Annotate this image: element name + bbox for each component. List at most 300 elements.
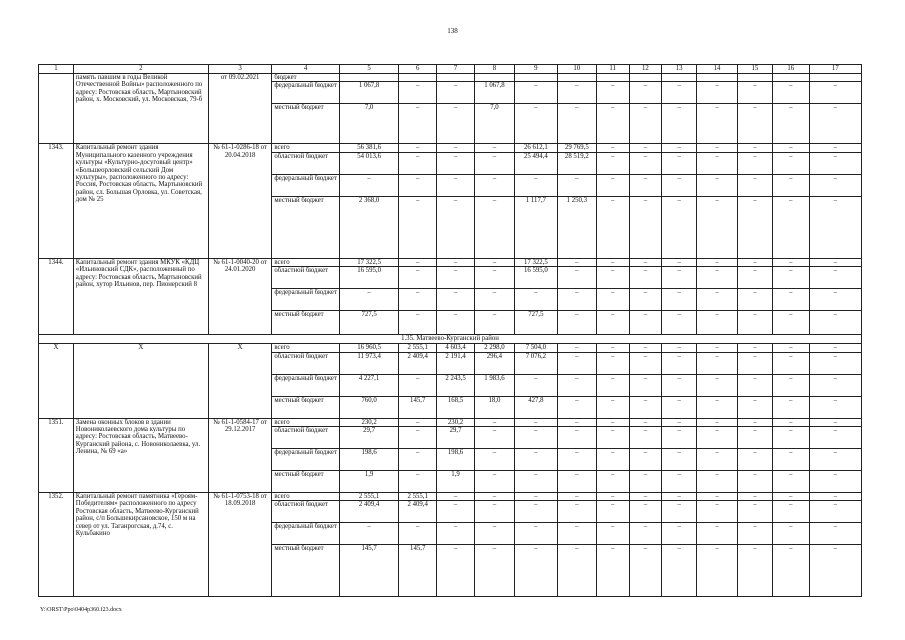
column-header: 16: [772, 65, 809, 74]
amount-cell: –: [437, 493, 475, 501]
column-header: 17: [809, 65, 861, 74]
amount-cell: –: [697, 289, 738, 311]
funding-source: федеральный бюджет: [272, 289, 340, 311]
amount-cell: –: [738, 493, 773, 501]
object-description: Капитальный ремонт здания Муниципального казенного учреждения культуры «Культурно-досуговый центр» «Большеорловский сельский Дом культуры», расположенного по адресу: Россия, Ростовская область, Мартыновский район, сл. Большая Орловка, ул. Советская, дом № 25: [73, 144, 208, 258]
amount-cell: –: [809, 267, 861, 289]
item-number: 1344.: [39, 258, 74, 334]
amount-cell: –: [629, 427, 662, 449]
amount-cell: 145,7: [339, 545, 398, 597]
amount-cell: 7,0: [339, 104, 398, 144]
amount-cell: –: [738, 344, 773, 352]
amount-cell: –: [557, 493, 596, 501]
amount-cell: –: [809, 501, 861, 523]
amount-cell: 18,0: [474, 396, 514, 418]
amount-cell: –: [662, 311, 697, 335]
amount-cell: –: [557, 311, 596, 335]
funding-source: местный бюджет: [272, 196, 340, 258]
amount-cell: –: [474, 152, 514, 174]
amount-cell: –: [437, 501, 475, 523]
amount-cell: 2 243,5: [437, 374, 475, 396]
amount-cell: 1 117,7: [514, 196, 557, 258]
amount-cell: –: [662, 352, 697, 374]
funding-source: бюджет: [272, 74, 340, 82]
amount-cell: –: [772, 374, 809, 396]
table-row: [39, 493, 862, 501]
amount-cell: –: [596, 196, 629, 258]
amount-cell: –: [809, 144, 861, 152]
amount-cell: –: [474, 289, 514, 311]
amount-cell: –: [738, 311, 773, 335]
column-header: 11: [596, 65, 629, 74]
funding-source: областной бюджет: [272, 152, 340, 174]
amount-cell: –: [738, 258, 773, 266]
funding-source: федеральный бюджет: [272, 523, 340, 545]
amount-cell: –: [629, 352, 662, 374]
amount-cell: –: [697, 196, 738, 258]
registration-number: № 61-1-0286-18 от 20.04.2018: [208, 144, 271, 258]
amount-cell: –: [629, 501, 662, 523]
amount-cell: –: [662, 545, 697, 597]
amount-cell: –: [514, 449, 557, 471]
amount-cell: –: [474, 311, 514, 335]
amount-cell: –: [629, 144, 662, 152]
amount-cell: 2 409,4: [399, 352, 437, 374]
amount-cell: [437, 74, 475, 82]
amount-cell: –: [474, 174, 514, 196]
amount-cell: –: [596, 374, 629, 396]
column-header: 13: [662, 65, 697, 74]
amount-cell: –: [514, 545, 557, 597]
amount-cell: [596, 74, 629, 82]
amount-cell: –: [662, 258, 697, 266]
amount-cell: –: [557, 289, 596, 311]
amount-cell: –: [399, 174, 437, 196]
amount-cell: –: [662, 144, 697, 152]
amount-cell: –: [662, 174, 697, 196]
amount-cell: –: [662, 471, 697, 493]
amount-cell: –: [474, 449, 514, 471]
amount-cell: –: [629, 289, 662, 311]
amount-cell: –: [399, 311, 437, 335]
amount-cell: –: [738, 396, 773, 418]
amount-cell: –: [629, 104, 662, 144]
amount-cell: –: [697, 396, 738, 418]
amount-cell: –: [596, 82, 629, 104]
table-row: [39, 344, 862, 352]
funding-source: местный бюджет: [272, 104, 340, 144]
amount-cell: –: [596, 267, 629, 289]
amount-cell: –: [697, 501, 738, 523]
amount-cell: 727,5: [514, 311, 557, 335]
amount-cell: –: [629, 449, 662, 471]
amount-cell: –: [738, 449, 773, 471]
amount-cell: –: [557, 396, 596, 418]
amount-cell: –: [772, 523, 809, 545]
amount-cell: –: [772, 104, 809, 144]
amount-cell: 296,4: [474, 352, 514, 374]
amount-cell: –: [596, 427, 629, 449]
amount-cell: –: [557, 352, 596, 374]
column-header: 7: [437, 65, 475, 74]
amount-cell: –: [629, 374, 662, 396]
amount-cell: –: [772, 144, 809, 152]
amount-cell: 28 519,2: [557, 152, 596, 174]
amount-cell: –: [662, 374, 697, 396]
amount-cell: –: [697, 82, 738, 104]
amount-cell: –: [514, 374, 557, 396]
table-row: [39, 418, 862, 426]
amount-cell: [339, 74, 398, 82]
amount-cell: –: [772, 501, 809, 523]
amount-cell: –: [738, 196, 773, 258]
amount-cell: 1 067,8: [474, 82, 514, 104]
amount-cell: –: [809, 82, 861, 104]
amount-cell: –: [514, 104, 557, 144]
funding-source: федеральный бюджет: [272, 174, 340, 196]
amount-cell: [738, 74, 773, 82]
amount-cell: 16 595,0: [514, 267, 557, 289]
amount-cell: –: [809, 396, 861, 418]
amount-cell: –: [399, 82, 437, 104]
amount-cell: –: [629, 82, 662, 104]
amount-cell: 2 298,0: [474, 344, 514, 352]
registration-number: № 61-1-0753-18 от 18.09.2018: [208, 493, 271, 597]
item-number: 1343.: [39, 144, 74, 258]
amount-cell: 198,6: [339, 449, 398, 471]
registration-number: № 61-1-0040-20 от 24.01.2020: [208, 258, 271, 334]
object-description: Х: [73, 344, 208, 418]
column-header: 12: [629, 65, 662, 74]
amount-cell: –: [596, 449, 629, 471]
amount-cell: –: [596, 289, 629, 311]
section-row: [39, 335, 862, 344]
funding-source: федеральный бюджет: [272, 449, 340, 471]
funding-source: всего: [272, 144, 340, 152]
amount-cell: 1 067,8: [339, 82, 398, 104]
item-number: 1351.: [39, 418, 74, 492]
amount-cell: –: [738, 418, 773, 426]
amount-cell: –: [557, 545, 596, 597]
amount-cell: –: [809, 545, 861, 597]
table-row: [39, 74, 862, 82]
amount-cell: –: [399, 152, 437, 174]
header-row: [39, 65, 862, 74]
amount-cell: –: [662, 501, 697, 523]
amount-cell: –: [738, 104, 773, 144]
amount-cell: –: [809, 523, 861, 545]
amount-cell: –: [629, 311, 662, 335]
amount-cell: 16 595,0: [339, 267, 398, 289]
amount-cell: –: [738, 352, 773, 374]
amount-cell: –: [557, 267, 596, 289]
amount-cell: 1 250,3: [557, 196, 596, 258]
amount-cell: 1,9: [437, 471, 475, 493]
table-row: [39, 258, 862, 266]
amount-cell: –: [514, 493, 557, 501]
amount-cell: –: [437, 289, 475, 311]
amount-cell: –: [437, 258, 475, 266]
amount-cell: –: [474, 427, 514, 449]
amount-cell: 26 612,1: [514, 144, 557, 152]
amount-cell: –: [399, 196, 437, 258]
amount-cell: –: [474, 523, 514, 545]
amount-cell: –: [629, 545, 662, 597]
column-header: 3: [208, 65, 271, 74]
budget-table: [38, 64, 862, 597]
amount-cell: –: [474, 267, 514, 289]
registration-number: от 09.02.2021: [208, 74, 271, 144]
amount-cell: –: [809, 104, 861, 144]
amount-cell: –: [738, 174, 773, 196]
amount-cell: 29,7: [437, 427, 475, 449]
amount-cell: 145,7: [399, 396, 437, 418]
amount-cell: –: [437, 196, 475, 258]
amount-cell: –: [437, 104, 475, 144]
amount-cell: 16 960,5: [339, 344, 398, 352]
amount-cell: –: [399, 267, 437, 289]
amount-cell: –: [738, 501, 773, 523]
amount-cell: –: [596, 352, 629, 374]
amount-cell: 1 983,6: [474, 374, 514, 396]
amount-cell: –: [514, 523, 557, 545]
amount-cell: –: [697, 471, 738, 493]
amount-cell: –: [809, 418, 861, 426]
amount-cell: –: [662, 523, 697, 545]
amount-cell: –: [596, 545, 629, 597]
amount-cell: –: [772, 352, 809, 374]
funding-source: всего: [272, 418, 340, 426]
amount-cell: 1,9: [339, 471, 398, 493]
amount-cell: –: [514, 471, 557, 493]
amount-cell: –: [662, 449, 697, 471]
amount-cell: –: [557, 344, 596, 352]
amount-cell: –: [662, 267, 697, 289]
amount-cell: –: [399, 144, 437, 152]
funding-source: местный бюджет: [272, 396, 340, 418]
amount-cell: –: [437, 311, 475, 335]
amount-cell: 2 555,1: [399, 344, 437, 352]
amount-cell: –: [809, 493, 861, 501]
amount-cell: –: [399, 418, 437, 426]
amount-cell: –: [697, 174, 738, 196]
amount-cell: 427,8: [514, 396, 557, 418]
amount-cell: –: [809, 374, 861, 396]
amount-cell: [697, 74, 738, 82]
amount-cell: –: [474, 418, 514, 426]
amount-cell: 29,7: [339, 427, 398, 449]
page-number: 138: [447, 27, 458, 35]
amount-cell: –: [399, 289, 437, 311]
amount-cell: –: [557, 258, 596, 266]
amount-cell: 7 504,0: [514, 344, 557, 352]
amount-cell: 7 076,2: [514, 352, 557, 374]
amount-cell: –: [557, 104, 596, 144]
amount-cell: [809, 74, 861, 82]
amount-cell: –: [662, 427, 697, 449]
object-description: Замена оконных блоков в здании Новониколаевского дома культуры по адресу: Ростовская область, Матвеево-Курганский района, с. Новониколаевка, ул. Ленина, № 69 «а»: [73, 418, 208, 492]
amount-cell: –: [772, 196, 809, 258]
amount-cell: –: [738, 523, 773, 545]
amount-cell: –: [772, 396, 809, 418]
amount-cell: –: [399, 523, 437, 545]
funding-source: областной бюджет: [272, 501, 340, 523]
amount-cell: –: [399, 374, 437, 396]
column-header: 15: [738, 65, 773, 74]
amount-cell: –: [557, 374, 596, 396]
column-header: 14: [697, 65, 738, 74]
amount-cell: 25 494,4: [514, 152, 557, 174]
amount-cell: –: [809, 427, 861, 449]
amount-cell: –: [474, 471, 514, 493]
amount-cell: –: [697, 258, 738, 266]
amount-cell: –: [629, 418, 662, 426]
amount-cell: [514, 74, 557, 82]
amount-cell: –: [596, 501, 629, 523]
amount-cell: –: [596, 152, 629, 174]
amount-cell: –: [738, 144, 773, 152]
amount-cell: –: [437, 523, 475, 545]
amount-cell: –: [772, 493, 809, 501]
amount-cell: –: [339, 174, 398, 196]
amount-cell: –: [697, 545, 738, 597]
amount-cell: –: [629, 267, 662, 289]
amount-cell: –: [772, 174, 809, 196]
amount-cell: –: [772, 152, 809, 174]
amount-cell: –: [596, 471, 629, 493]
amount-cell: –: [596, 104, 629, 144]
amount-cell: [629, 74, 662, 82]
amount-cell: –: [437, 545, 475, 597]
amount-cell: –: [809, 174, 861, 196]
column-header: 1: [39, 65, 74, 74]
amount-cell: –: [339, 289, 398, 311]
column-header: 2: [73, 65, 208, 74]
funding-source: областной бюджет: [272, 352, 340, 374]
amount-cell: –: [809, 289, 861, 311]
amount-cell: –: [514, 289, 557, 311]
amount-cell: –: [697, 104, 738, 144]
funding-source: местный бюджет: [272, 545, 340, 597]
amount-cell: –: [629, 258, 662, 266]
amount-cell: –: [437, 267, 475, 289]
amount-cell: –: [697, 523, 738, 545]
column-header: 9: [514, 65, 557, 74]
amount-cell: –: [662, 418, 697, 426]
amount-cell: –: [772, 311, 809, 335]
amount-cell: –: [697, 267, 738, 289]
amount-cell: 4 227,1: [339, 374, 398, 396]
amount-cell: 230,2: [339, 418, 398, 426]
amount-cell: –: [662, 344, 697, 352]
object-description: Капитальный ремонт здания МКУК «КДЦ «Ильиновский СДК», расположенный по адресу: Ростовская область, Мартыновский район, хутор Ильинов, пер. Пионерский 8: [73, 258, 208, 334]
amount-cell: –: [772, 267, 809, 289]
amount-cell: –: [662, 152, 697, 174]
item-number: [39, 74, 74, 144]
amount-cell: –: [474, 258, 514, 266]
funding-source: областной бюджет: [272, 427, 340, 449]
funding-source: федеральный бюджет: [272, 82, 340, 104]
amount-cell: –: [662, 289, 697, 311]
amount-cell: [662, 74, 697, 82]
amount-cell: 168,5: [437, 396, 475, 418]
amount-cell: –: [772, 427, 809, 449]
section-title: 1.35. Матвеево-Курганский район: [39, 335, 862, 344]
funding-source: всего: [272, 493, 340, 501]
amount-cell: 2 368,0: [339, 196, 398, 258]
funding-source: всего: [272, 344, 340, 352]
amount-cell: –: [596, 418, 629, 426]
amount-cell: 4 603,4: [437, 344, 475, 352]
amount-cell: 760,0: [339, 396, 398, 418]
item-number: Х: [39, 344, 74, 418]
amount-cell: –: [772, 82, 809, 104]
amount-cell: –: [557, 174, 596, 196]
amount-cell: –: [809, 344, 861, 352]
funding-source: областной бюджет: [272, 267, 340, 289]
item-number: 1352.: [39, 493, 74, 597]
amount-cell: –: [514, 501, 557, 523]
column-header: 5: [339, 65, 398, 74]
amount-cell: 2 409,4: [399, 501, 437, 523]
amount-cell: –: [596, 174, 629, 196]
amount-cell: –: [437, 174, 475, 196]
table-row: [39, 144, 862, 152]
amount-cell: –: [557, 501, 596, 523]
amount-cell: –: [697, 493, 738, 501]
amount-cell: –: [474, 545, 514, 597]
column-header: 10: [557, 65, 596, 74]
amount-cell: –: [596, 144, 629, 152]
amount-cell: [399, 74, 437, 82]
amount-cell: –: [557, 82, 596, 104]
amount-cell: –: [772, 545, 809, 597]
amount-cell: 727,5: [339, 311, 398, 335]
object-description: память павшим в годы Великой Отечественной Войны» расположенного по адресу: Ростовская область, Мартыновский район, х. Московский, ул. Московская, 79-б: [73, 74, 208, 144]
amount-cell: –: [596, 523, 629, 545]
amount-cell: –: [772, 289, 809, 311]
amount-cell: –: [596, 344, 629, 352]
amount-cell: –: [697, 374, 738, 396]
amount-cell: –: [662, 82, 697, 104]
amount-cell: –: [662, 104, 697, 144]
amount-cell: –: [809, 258, 861, 266]
amount-cell: –: [662, 396, 697, 418]
funding-source: местный бюджет: [272, 311, 340, 335]
amount-cell: –: [738, 427, 773, 449]
amount-cell: –: [596, 493, 629, 501]
amount-cell: –: [772, 258, 809, 266]
amount-cell: –: [738, 267, 773, 289]
funding-source: федеральный бюджет: [272, 374, 340, 396]
amount-cell: 2 191,4: [437, 352, 475, 374]
amount-cell: –: [437, 152, 475, 174]
amount-cell: 230,2: [437, 418, 475, 426]
amount-cell: –: [596, 258, 629, 266]
amount-cell: –: [809, 196, 861, 258]
amount-cell: –: [809, 311, 861, 335]
registration-number: Х: [208, 344, 271, 418]
amount-cell: –: [738, 545, 773, 597]
amount-cell: –: [738, 471, 773, 493]
amount-cell: –: [738, 152, 773, 174]
amount-cell: –: [514, 174, 557, 196]
amount-cell: 2 409,4: [339, 501, 398, 523]
amount-cell: –: [557, 471, 596, 493]
amount-cell: –: [697, 311, 738, 335]
amount-cell: –: [697, 352, 738, 374]
amount-cell: –: [697, 427, 738, 449]
